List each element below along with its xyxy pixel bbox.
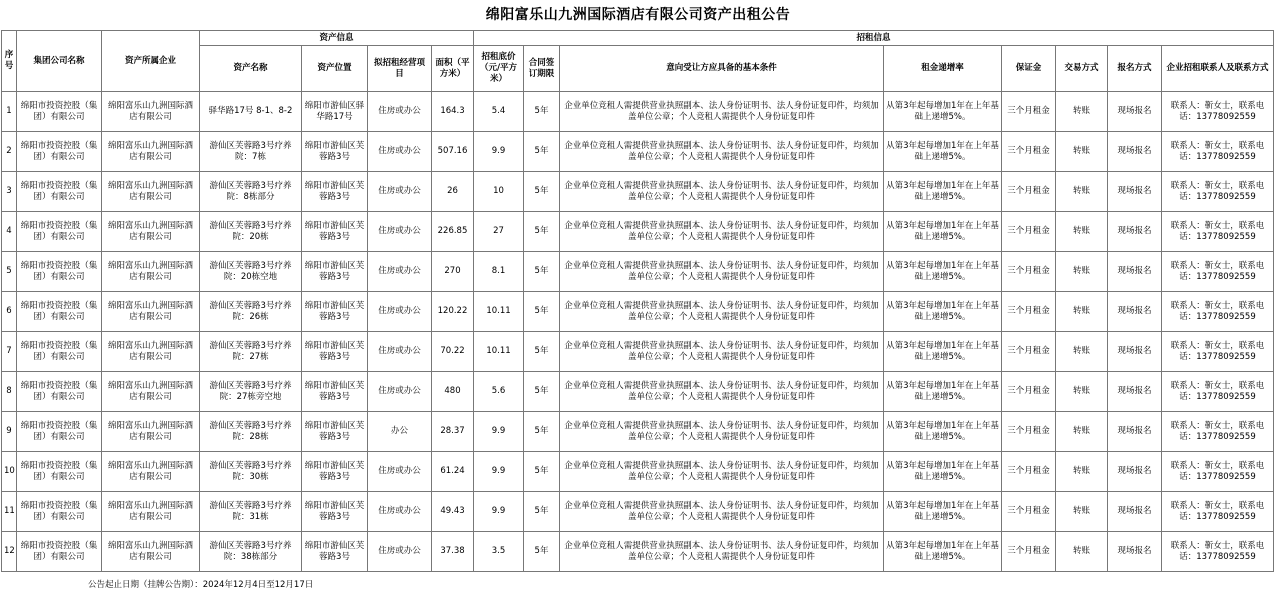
- cell-signup: 现场报名: [1108, 372, 1162, 412]
- cell-seq: 11: [2, 492, 17, 532]
- table-row: [2, 372, 1274, 412]
- cell-seq: 4: [2, 212, 17, 252]
- cell-signup: 现场报名: [1108, 412, 1162, 452]
- header-signup: 报名方式: [1108, 46, 1162, 92]
- cell-asset-name: 游仙区芙蓉路3号疗养院：20栋: [200, 212, 302, 252]
- cell-signup: 现场报名: [1108, 252, 1162, 292]
- cell-price: 9.9: [474, 412, 524, 452]
- cell-contact: 联系人：靳女士，联系电话：13778092559: [1162, 172, 1274, 212]
- header-contact: 企业招租联系人及联系方式: [1162, 46, 1274, 92]
- cell-owner: 绵阳富乐山九洲国际酒店有限公司: [102, 212, 200, 252]
- cell-seq: 7: [2, 332, 17, 372]
- cell-area: 507.16: [432, 132, 474, 172]
- cell-asset-location: 绵阳市游仙区芙蓉路3号: [302, 412, 368, 452]
- table-row: [2, 172, 1274, 212]
- cell-use: 住房或办公: [368, 492, 432, 532]
- cell-deposit: 三个月租金: [1002, 132, 1056, 172]
- cell-use: 办公: [368, 412, 432, 452]
- cell-seq: 8: [2, 372, 17, 412]
- cell-conditions: 企业单位竞租人需提供营业执照副本、法人身份证明书、法人身份证复印件，均须加盖单位公章；个人竞租人需提供个人身份证复印件: [560, 492, 884, 532]
- cell-seq: 10: [2, 452, 17, 492]
- cell-owner: 绵阳富乐山九洲国际酒店有限公司: [102, 412, 200, 452]
- asset-rental-table: [1, 30, 1274, 572]
- cell-trade: 转账: [1056, 452, 1108, 492]
- cell-price: 27: [474, 212, 524, 252]
- cell-owner: 绵阳富乐山九洲国际酒店有限公司: [102, 92, 200, 132]
- cell-area: 70.22: [432, 332, 474, 372]
- page-title: 绵阳富乐山九洲国际酒店有限公司资产出租公告: [485, 7, 791, 23]
- cell-area: 164.3: [432, 92, 474, 132]
- header-tender-info: 招租信息: [474, 31, 1274, 46]
- cell-term: 5年: [524, 132, 560, 172]
- cell-area: 28.37: [432, 412, 474, 452]
- header-group: 集团公司名称: [17, 31, 102, 92]
- cell-asset-location: 绵阳市游仙区芙蓉路3号: [302, 292, 368, 332]
- cell-increase: 从第3年起每增加1年在上年基础上递增5%。: [884, 92, 1002, 132]
- cell-owner: 绵阳富乐山九洲国际酒店有限公司: [102, 172, 200, 212]
- cell-increase: 从第3年起每增加1年在上年基础上递增5%。: [884, 172, 1002, 212]
- cell-owner: 绵阳富乐山九洲国际酒店有限公司: [102, 332, 200, 372]
- cell-group: 绵阳市投资控股（集团）有限公司: [17, 212, 102, 252]
- cell-asset-name: 游仙区芙蓉路3号疗养院：20栋空地: [200, 252, 302, 292]
- cell-term: 5年: [524, 452, 560, 492]
- table-row: [2, 492, 1274, 532]
- cell-term: 5年: [524, 492, 560, 532]
- cell-trade: 转账: [1056, 332, 1108, 372]
- cell-signup: 现场报名: [1108, 452, 1162, 492]
- header-asset-location: 资产位置: [302, 46, 368, 92]
- cell-signup: 现场报名: [1108, 92, 1162, 132]
- cell-use: 住房或办公: [368, 452, 432, 492]
- cell-asset-name: 游仙区芙蓉路3号疗养院：38栋部分: [200, 532, 302, 572]
- cell-asset-location: 绵阳市游仙区芙蓉路3号: [302, 452, 368, 492]
- header-term: 合同签订期限: [524, 46, 560, 92]
- header-increase: 租金递增率: [884, 46, 1002, 92]
- cell-group: 绵阳市投资控股（集团）有限公司: [17, 252, 102, 292]
- cell-conditions: 企业单位竞租人需提供营业执照副本、法人身份证明书、法人身份证复印件，均须加盖单位公章；个人竞租人需提供个人身份证复印件: [560, 252, 884, 292]
- cell-area: 226.85: [432, 212, 474, 252]
- table-row: [2, 292, 1274, 332]
- header-trade: 交易方式: [1056, 46, 1108, 92]
- cell-increase: 从第3年起每增加1年在上年基础上递增5%。: [884, 492, 1002, 532]
- cell-seq: 3: [2, 172, 17, 212]
- cell-deposit: 三个月租金: [1002, 252, 1056, 292]
- cell-asset-location: 绵阳市游仙区芙蓉路3号: [302, 252, 368, 292]
- cell-price: 9.9: [474, 132, 524, 172]
- cell-asset-location: 绵阳市游仙区芙蓉路3号: [302, 372, 368, 412]
- cell-group: 绵阳市投资控股（集团）有限公司: [17, 332, 102, 372]
- cell-trade: 转账: [1056, 292, 1108, 332]
- header-area: 面积（平方米）: [432, 46, 474, 92]
- cell-group: 绵阳市投资控股（集团）有限公司: [17, 452, 102, 492]
- cell-group: 绵阳市投资控股（集团）有限公司: [17, 292, 102, 332]
- cell-conditions: 企业单位竞租人需提供营业执照副本、法人身份证明书、法人身份证复印件，均须加盖单位公章；个人竞租人需提供个人身份证复印件: [560, 372, 884, 412]
- cell-asset-name: 游仙区芙蓉路3号疗养院：28栋: [200, 412, 302, 452]
- cell-deposit: 三个月租金: [1002, 332, 1056, 372]
- cell-asset-location: 绵阳市游仙区芙蓉路3号: [302, 172, 368, 212]
- cell-price: 9.9: [474, 492, 524, 532]
- cell-group: 绵阳市投资控股（集团）有限公司: [17, 532, 102, 572]
- cell-increase: 从第3年起每增加1年在上年基础上递增5%。: [884, 532, 1002, 572]
- cell-conditions: 企业单位竞租人需提供营业执照副本、法人身份证明书、法人身份证复印件，均须加盖单位公章；个人竞租人需提供个人身份证复印件: [560, 212, 884, 252]
- cell-area: 120.22: [432, 292, 474, 332]
- cell-deposit: 三个月租金: [1002, 172, 1056, 212]
- cell-signup: 现场报名: [1108, 172, 1162, 212]
- cell-conditions: 企业单位竞租人需提供营业执照副本、法人身份证明书、法人身份证复印件，均须加盖单位公章；个人竞租人需提供个人身份证复印件: [560, 532, 884, 572]
- cell-asset-name: 游仙区芙蓉路3号疗养院：27栋: [200, 332, 302, 372]
- cell-trade: 转账: [1056, 252, 1108, 292]
- table-row: [2, 412, 1274, 452]
- cell-price: 10.11: [474, 332, 524, 372]
- cell-contact: 联系人：靳女士，联系电话：13778092559: [1162, 92, 1274, 132]
- cell-owner: 绵阳富乐山九洲国际酒店有限公司: [102, 252, 200, 292]
- cell-contact: 联系人：靳女士，联系电话：13778092559: [1162, 212, 1274, 252]
- header-deposit: 保证金: [1002, 46, 1056, 92]
- cell-area: 61.24: [432, 452, 474, 492]
- cell-deposit: 三个月租金: [1002, 532, 1056, 572]
- cell-trade: 转账: [1056, 172, 1108, 212]
- cell-asset-location: 绵阳市游仙区芙蓉路3号: [302, 532, 368, 572]
- cell-area: 49.43: [432, 492, 474, 532]
- cell-deposit: 三个月租金: [1002, 92, 1056, 132]
- cell-term: 5年: [524, 532, 560, 572]
- cell-owner: 绵阳富乐山九洲国际酒店有限公司: [102, 452, 200, 492]
- cell-price: 8.1: [474, 252, 524, 292]
- cell-contact: 联系人：靳女士，联系电话：13778092559: [1162, 132, 1274, 172]
- cell-owner: 绵阳富乐山九洲国际酒店有限公司: [102, 532, 200, 572]
- cell-contact: 联系人：靳女士，联系电话：13778092559: [1162, 372, 1274, 412]
- cell-increase: 从第3年起每增加1年在上年基础上递增5%。: [884, 412, 1002, 452]
- cell-conditions: 企业单位竞租人需提供营业执照副本、法人身份证明书、法人身份证复印件，均须加盖单位公章；个人竞租人需提供个人身份证复印件: [560, 412, 884, 452]
- cell-asset-name: 驿华路17号 8-1、8-2: [200, 92, 302, 132]
- cell-term: 5年: [524, 252, 560, 292]
- cell-contact: 联系人：靳女士，联系电话：13778092559: [1162, 492, 1274, 532]
- cell-area: 480: [432, 372, 474, 412]
- cell-owner: 绵阳富乐山九洲国际酒店有限公司: [102, 292, 200, 332]
- cell-group: 绵阳市投资控股（集团）有限公司: [17, 172, 102, 212]
- cell-increase: 从第3年起每增加1年在上年基础上递增5%。: [884, 372, 1002, 412]
- cell-group: 绵阳市投资控股（集团）有限公司: [17, 492, 102, 532]
- cell-signup: 现场报名: [1108, 292, 1162, 332]
- cell-group: 绵阳市投资控股（集团）有限公司: [17, 372, 102, 412]
- table-row: [2, 212, 1274, 252]
- cell-use: 住房或办公: [368, 132, 432, 172]
- cell-use: 住房或办公: [368, 252, 432, 292]
- cell-asset-location: 绵阳市游仙区驿华路17号: [302, 92, 368, 132]
- cell-use: 住房或办公: [368, 212, 432, 252]
- notice-period: 公告起止日期（挂牌公告期）：2024年12月4日至12月17日: [88, 580, 314, 590]
- cell-use: 住房或办公: [368, 172, 432, 212]
- cell-use: 住房或办公: [368, 292, 432, 332]
- cell-increase: 从第3年起每增加1年在上年基础上递增5%。: [884, 292, 1002, 332]
- cell-price: 10: [474, 172, 524, 212]
- cell-deposit: 三个月租金: [1002, 212, 1056, 252]
- cell-deposit: 三个月租金: [1002, 292, 1056, 332]
- table-row: [2, 92, 1274, 132]
- cell-use: 住房或办公: [368, 332, 432, 372]
- cell-contact: 联系人：靳女士，联系电话：13778092559: [1162, 452, 1274, 492]
- table-row: [2, 532, 1274, 572]
- cell-use: 住房或办公: [368, 92, 432, 132]
- cell-increase: 从第3年起每增加1年在上年基础上递增5%。: [884, 332, 1002, 372]
- cell-area: 37.38: [432, 532, 474, 572]
- cell-conditions: 企业单位竞租人需提供营业执照副本、法人身份证明书、法人身份证复印件，均须加盖单位公章；个人竞租人需提供个人身份证复印件: [560, 92, 884, 132]
- cell-conditions: 企业单位竞租人需提供营业执照副本、法人身份证明书、法人身份证复印件，均须加盖单位公章；个人竞租人需提供个人身份证复印件: [560, 452, 884, 492]
- cell-contact: 联系人：靳女士，联系电话：13778092559: [1162, 292, 1274, 332]
- table-row: [2, 132, 1274, 172]
- cell-use: 住房或办公: [368, 532, 432, 572]
- cell-increase: 从第3年起每增加1年在上年基础上递增5%。: [884, 132, 1002, 172]
- header-asset-info: 资产信息: [200, 31, 474, 46]
- cell-term: 5年: [524, 332, 560, 372]
- cell-trade: 转账: [1056, 92, 1108, 132]
- table-row: [2, 252, 1274, 292]
- cell-conditions: 企业单位竞租人需提供营业执照副本、法人身份证明书、法人身份证复印件，均须加盖单位公章；个人竞租人需提供个人身份证复印件: [560, 332, 884, 372]
- cell-owner: 绵阳富乐山九洲国际酒店有限公司: [102, 372, 200, 412]
- cell-conditions: 企业单位竞租人需提供营业执照副本、法人身份证明书、法人身份证复印件，均须加盖单位公章；个人竞租人需提供个人身份证复印件: [560, 132, 884, 172]
- cell-term: 5年: [524, 212, 560, 252]
- cell-asset-name: 游仙区芙蓉路3号疗养院：31栋: [200, 492, 302, 532]
- cell-area: 26: [432, 172, 474, 212]
- cell-conditions: 企业单位竞租人需提供营业执照副本、法人身份证明书、法人身份证复印件，均须加盖单位公章；个人竞租人需提供个人身份证复印件: [560, 292, 884, 332]
- cell-asset-location: 绵阳市游仙区芙蓉路3号: [302, 332, 368, 372]
- cell-term: 5年: [524, 372, 560, 412]
- cell-price: 3.5: [474, 532, 524, 572]
- cell-asset-name: 游仙区芙蓉路3号疗养院：8栋部分: [200, 172, 302, 212]
- cell-contact: 联系人：靳女士，联系电话：13778092559: [1162, 532, 1274, 572]
- cell-asset-location: 绵阳市游仙区芙蓉路3号: [302, 132, 368, 172]
- cell-asset-name: 游仙区芙蓉路3号疗养院：7栋: [200, 132, 302, 172]
- cell-conditions: 企业单位竞租人需提供营业执照副本、法人身份证明书、法人身份证复印件，均须加盖单位公章；个人竞租人需提供个人身份证复印件: [560, 172, 884, 212]
- cell-increase: 从第3年起每增加1年在上年基础上递增5%。: [884, 252, 1002, 292]
- cell-price: 10.11: [474, 292, 524, 332]
- cell-contact: 联系人：靳女士，联系电话：13778092559: [1162, 252, 1274, 292]
- cell-trade: 转账: [1056, 412, 1108, 452]
- cell-seq: 5: [2, 252, 17, 292]
- cell-term: 5年: [524, 292, 560, 332]
- cell-term: 5年: [524, 412, 560, 452]
- cell-group: 绵阳市投资控股（集团）有限公司: [17, 92, 102, 132]
- cell-increase: 从第3年起每增加1年在上年基础上递增5%。: [884, 452, 1002, 492]
- cell-trade: 转账: [1056, 372, 1108, 412]
- cell-trade: 转账: [1056, 492, 1108, 532]
- cell-signup: 现场报名: [1108, 332, 1162, 372]
- cell-deposit: 三个月租金: [1002, 412, 1056, 452]
- cell-trade: 转账: [1056, 132, 1108, 172]
- cell-contact: 联系人：靳女士，联系电话：13778092559: [1162, 332, 1274, 372]
- cell-increase: 从第3年起每增加1年在上年基础上递增5%。: [884, 212, 1002, 252]
- table-row: [2, 452, 1274, 492]
- cell-group: 绵阳市投资控股（集团）有限公司: [17, 412, 102, 452]
- cell-deposit: 三个月租金: [1002, 452, 1056, 492]
- cell-use: 住房或办公: [368, 372, 432, 412]
- cell-signup: 现场报名: [1108, 132, 1162, 172]
- header-owner: 资产所属企业: [102, 31, 200, 92]
- cell-trade: 转账: [1056, 212, 1108, 252]
- cell-signup: 现场报名: [1108, 212, 1162, 252]
- cell-deposit: 三个月租金: [1002, 372, 1056, 412]
- cell-owner: 绵阳富乐山九洲国际酒店有限公司: [102, 132, 200, 172]
- header-seq: 序号: [2, 31, 17, 92]
- table-row: [2, 332, 1274, 372]
- header-conditions: 意向受让方应具备的基本条件: [560, 46, 884, 92]
- header-asset-name: 资产名称: [200, 46, 302, 92]
- cell-area: 270: [432, 252, 474, 292]
- cell-asset-name: 游仙区芙蓉路3号疗养院：30栋: [200, 452, 302, 492]
- cell-owner: 绵阳富乐山九洲国际酒店有限公司: [102, 492, 200, 532]
- cell-group: 绵阳市投资控股（集团）有限公司: [17, 132, 102, 172]
- cell-signup: 现场报名: [1108, 532, 1162, 572]
- cell-term: 5年: [524, 92, 560, 132]
- cell-signup: 现场报名: [1108, 492, 1162, 532]
- cell-trade: 转账: [1056, 532, 1108, 572]
- cell-seq: 9: [2, 412, 17, 452]
- cell-price: 5.4: [474, 92, 524, 132]
- cell-asset-name: 游仙区芙蓉路3号疗养院：27栋旁空地: [200, 372, 302, 412]
- cell-asset-name: 游仙区芙蓉路3号疗养院：26栋: [200, 292, 302, 332]
- cell-seq: 12: [2, 532, 17, 572]
- cell-contact: 联系人：靳女士，联系电话：13778092559: [1162, 412, 1274, 452]
- cell-asset-location: 绵阳市游仙区芙蓉路3号: [302, 212, 368, 252]
- cell-seq: 6: [2, 292, 17, 332]
- cell-deposit: 三个月租金: [1002, 492, 1056, 532]
- cell-asset-location: 绵阳市游仙区芙蓉路3号: [302, 492, 368, 532]
- cell-seq: 2: [2, 132, 17, 172]
- header-use: 拟招租经营项目: [368, 46, 432, 92]
- cell-price: 9.9: [474, 452, 524, 492]
- cell-price: 5.6: [474, 372, 524, 412]
- cell-term: 5年: [524, 172, 560, 212]
- cell-seq: 1: [2, 92, 17, 132]
- header-price: 招租底价（元/平方米）: [474, 46, 524, 92]
